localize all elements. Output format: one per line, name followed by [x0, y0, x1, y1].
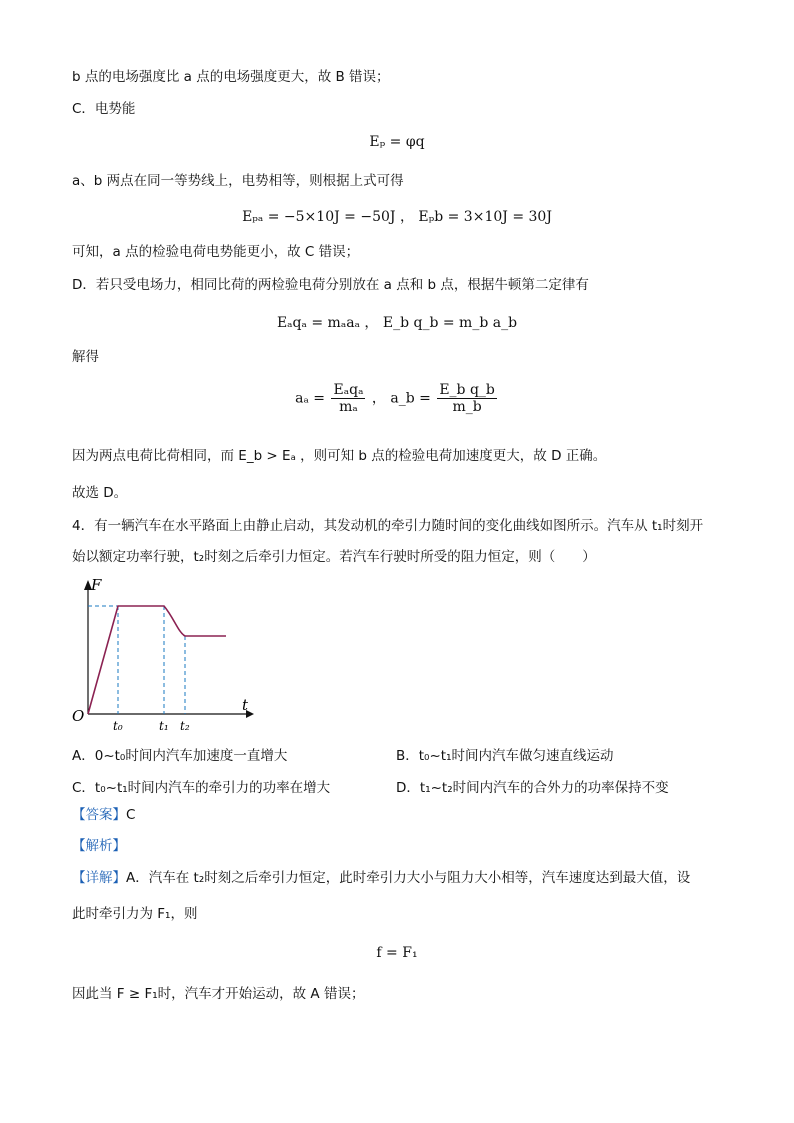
fraction-b-denominator: m_b	[452, 399, 482, 415]
text-line-final: 因此当 F ≥ F₁时，汽车才开始运动，故 A 错误；	[72, 986, 365, 1002]
equation-friction: f = F₁	[376, 945, 418, 961]
fraction-a	[331, 382, 365, 415]
tick-t2: t₂	[180, 719, 190, 733]
answer-tag: 【答案】	[72, 807, 126, 823]
eq-separator: ，	[371, 390, 386, 407]
text-line-option-d: D．若只受电场力，相同比荷的两检验电荷分别放在 a 点和 b 点，根据牛顿第二定律有	[72, 277, 589, 293]
option-c: C．t₀~t₁时间内汽车的牵引力的功率在增大	[72, 780, 331, 796]
equation-energy-values: Eₚₐ = −5×10J = −50J ， Eₚb = 3×10J = 30J	[242, 209, 552, 225]
equation-potential-energy: Eₚ = φq	[369, 134, 425, 150]
f-axis-label: F	[91, 576, 102, 594]
t-axis-label: t	[242, 696, 249, 714]
origin-label: O	[72, 707, 85, 725]
fraction-b-numerator: E_b q_b	[439, 382, 495, 398]
detail-text-1: A．汽车在 t₂时刻之后牵引力恒定，此时牵引力大小与阻力大小相等，汽车速度达到最大值，设	[126, 870, 691, 886]
equation-accelerations	[0, 382, 794, 415]
detail-line-1	[72, 869, 690, 887]
option-a: A．0~t₀时间内汽车加速度一直增大	[72, 748, 288, 764]
analysis-tag: 【解析】	[72, 838, 126, 854]
text-line-c-conclusion: 可知，a 点的检验电荷电势能更小，故 C 错误；	[72, 244, 360, 260]
equation-newton-second-law: Eₐqₐ = mₐaₐ ， E_b q_b = m_b a_b	[276, 315, 518, 331]
answer-line	[72, 806, 135, 824]
text-line-choose-d: 故选 D。	[72, 485, 128, 501]
answer-value: C	[126, 807, 136, 823]
text-line-solve: 解得	[72, 349, 99, 365]
fraction-a-numerator: Eₐqₐ	[333, 382, 364, 398]
text-line-equipotential: a、b 两点在同一等势线上，电势相等，则根据上式可得	[72, 173, 404, 189]
option-b: B．t₀~t₁时间内汽车做匀速直线运动	[396, 748, 614, 764]
text-line-option-c: C．电势能	[72, 101, 136, 117]
force-curve	[88, 606, 226, 714]
force-time-graph	[64, 574, 264, 734]
eq-b-lhs: a_b =	[390, 390, 431, 407]
text-line-b-field-strength: b 点的电场强度比 a 点的电场强度更大，故 B 错误；	[72, 69, 390, 85]
question-4-stem-line-2: 始以额定功率行驶，t₂时刻之后牵引力恒定。若汽车行驶时所受的阻力恒定，则（ ）	[72, 549, 596, 565]
detail-tag: 【详解】	[72, 870, 126, 886]
question-4-stem-line-1: 4．有一辆汽车在水平路面上由静止启动，其发动机的牵引力随时间的变化曲线如图所示。汽车从 t₁时刻开	[72, 518, 704, 534]
fraction-a-denominator: mₐ	[339, 399, 358, 415]
eq-a-lhs: aₐ =	[295, 390, 326, 407]
analysis-line	[72, 837, 126, 855]
tick-t0: t₀	[113, 719, 123, 733]
detail-line-2: 此时牵引力为 F₁，则	[72, 906, 198, 922]
tick-t1: t₁	[159, 719, 169, 733]
option-d: D．t₁~t₂时间内汽车的合外力的功率保持不变	[396, 780, 669, 796]
fraction-b	[437, 382, 497, 415]
text-line-d-conclusion: 因为两点电荷比荷相同，而 E_b > Eₐ ，则可知 b 点的检验电荷加速度更大，故 D 正确。	[72, 448, 607, 464]
